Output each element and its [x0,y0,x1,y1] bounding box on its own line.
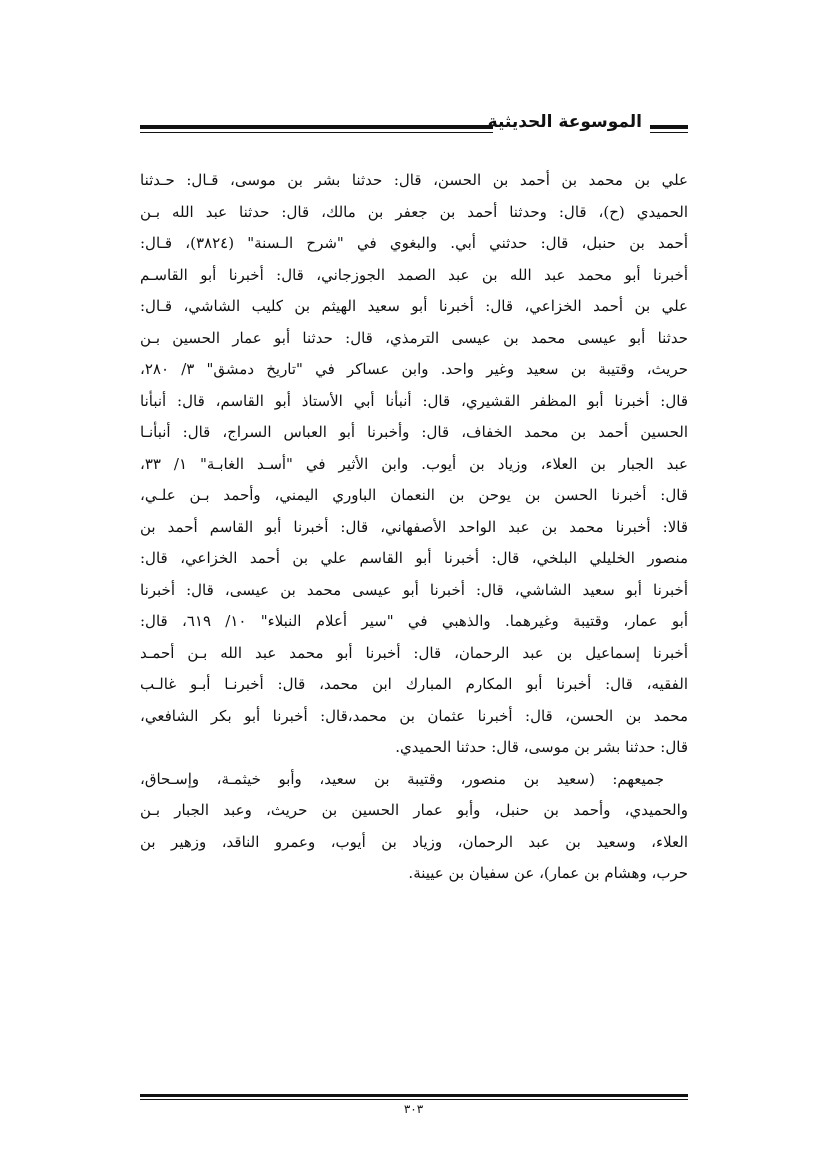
body-text [140,165,688,890]
page-number: ٣٠٣ [403,1102,424,1116]
text-line: العلاء، وسعيد بن عبد الرحمان، وزياد بن أيوب، وعمرو الناقد، وزهير بن [140,832,688,851]
text-line: حرب، وهشام بن عمار)، عن سفيان بن عيينة. [408,864,688,882]
text-line: الحميدي (ح)، قال: وحدثنا أحمد بن جعفر بن مالك، قال: حدثنا عبد الله بـن [140,202,688,221]
header-title: الموسوعة الحديثية [487,112,642,132]
text-line: عبد الجبار بن العلاء، وزياد بن أيوب. وابن الأثير في "أسـد الغابـة" ١/ ٣٣، [140,454,688,473]
text-line: الحسين أحمد بن محمد الخفاف، قال: وأخبرنا أبو العباس السراج، قال: أنبأنـا [140,423,688,441]
text-line: علي بن محمد بن أحمد بن الحسن، قال: حدثنا بشر بن موسى، قـال: حـدثنا [140,171,688,189]
footer-rule [140,1094,688,1097]
text-line: قال: أخبرنا الحسن بن يوحن بن النعمان الباوري اليمني، وأحمد بـن علـي، [140,486,688,504]
text-line: أخبرنا إسماعيل بن عبد الرحمان، قال: أخبرنا أبو محمد عبد الله بـن أحمـد [140,643,688,662]
text-line: أبو عمار، وقتيبة وغيرهما. والذهبي في "سير أعلام النبلاء" ١٠/ ٦١٩، قال: [140,612,688,630]
text-line: قال: حدثنا بشر بن موسى، قال: حدثنا الحميدي. [395,738,688,756]
text-line: منصور الخليلي البلخي، قال: أخبرنا أبو القاسم علي بن أحمد الخزاعي، قال: [140,549,688,567]
text-line: محمد بن الحسن، قال: أخبرنا عثمان بن محمد،قال: أخبرنا أبو بكر الشافعي، [140,706,688,725]
text-line: الفقيه، قال: أخبرنا أبو المكارم المبارك ابن محمد، قال: أخبرنـا أبـو غالـب [140,675,688,693]
text-line: أحمد بن حنبل، قال: حدثني أبي. والبغوي في "شرح الـسنة" (٣٨٢٤)، قـال: [140,234,688,252]
text-line: علي بن أحمد الخزاعي، قال: أخبرنا أبو سعيد الهيثم بن كليب الشاشي، قـال: [140,297,688,315]
text-line: حدثنا أبو عيسى محمد بن عيسى الترمذي، قال: حدثنا أبو عمار الحسين بـن [140,328,688,347]
running-header [140,108,688,148]
text-line: قالا: أخبرنا محمد بن عبد الواحد الأصفهاني، قال: أخبرنا أبو القاسم أحمد بن [140,517,688,536]
text-line: أخبرنا أبو محمد عبد الله بن عبد الصمد الجوزجاني، قال: أخبرنا أبو القاسـم [140,265,688,284]
text-line: حريث، وقتيبة بن سعيد وغير واحد. وابن عساكر في "تاريخ دمشق" ٣/ ٢٨٠، [140,360,688,378]
header-rule-right [650,125,688,129]
text-line: والحميدي، وأحمد بن حنبل، وأبو عمار الحسين بن حريث، وعبد الجبار بـن [140,801,688,819]
header-rule-left [140,125,493,129]
text-line: قال: أخبرنا أبو المظفر القشيري، قال: أنبأنا أبي الأستاذ أبو القاسم، قال: أنبأنا [140,391,688,410]
text-line: جميعهم: (سعيد بن منصور، وقتيبة بن سعيد، وأبو خيثمـة، وإسـحاق، [140,769,664,788]
text-line: أخبرنا أبو سعيد الشاشي، قال: أخبرنا أبو عيسى محمد بن عيسى، قال: أخبرنا [140,580,688,599]
